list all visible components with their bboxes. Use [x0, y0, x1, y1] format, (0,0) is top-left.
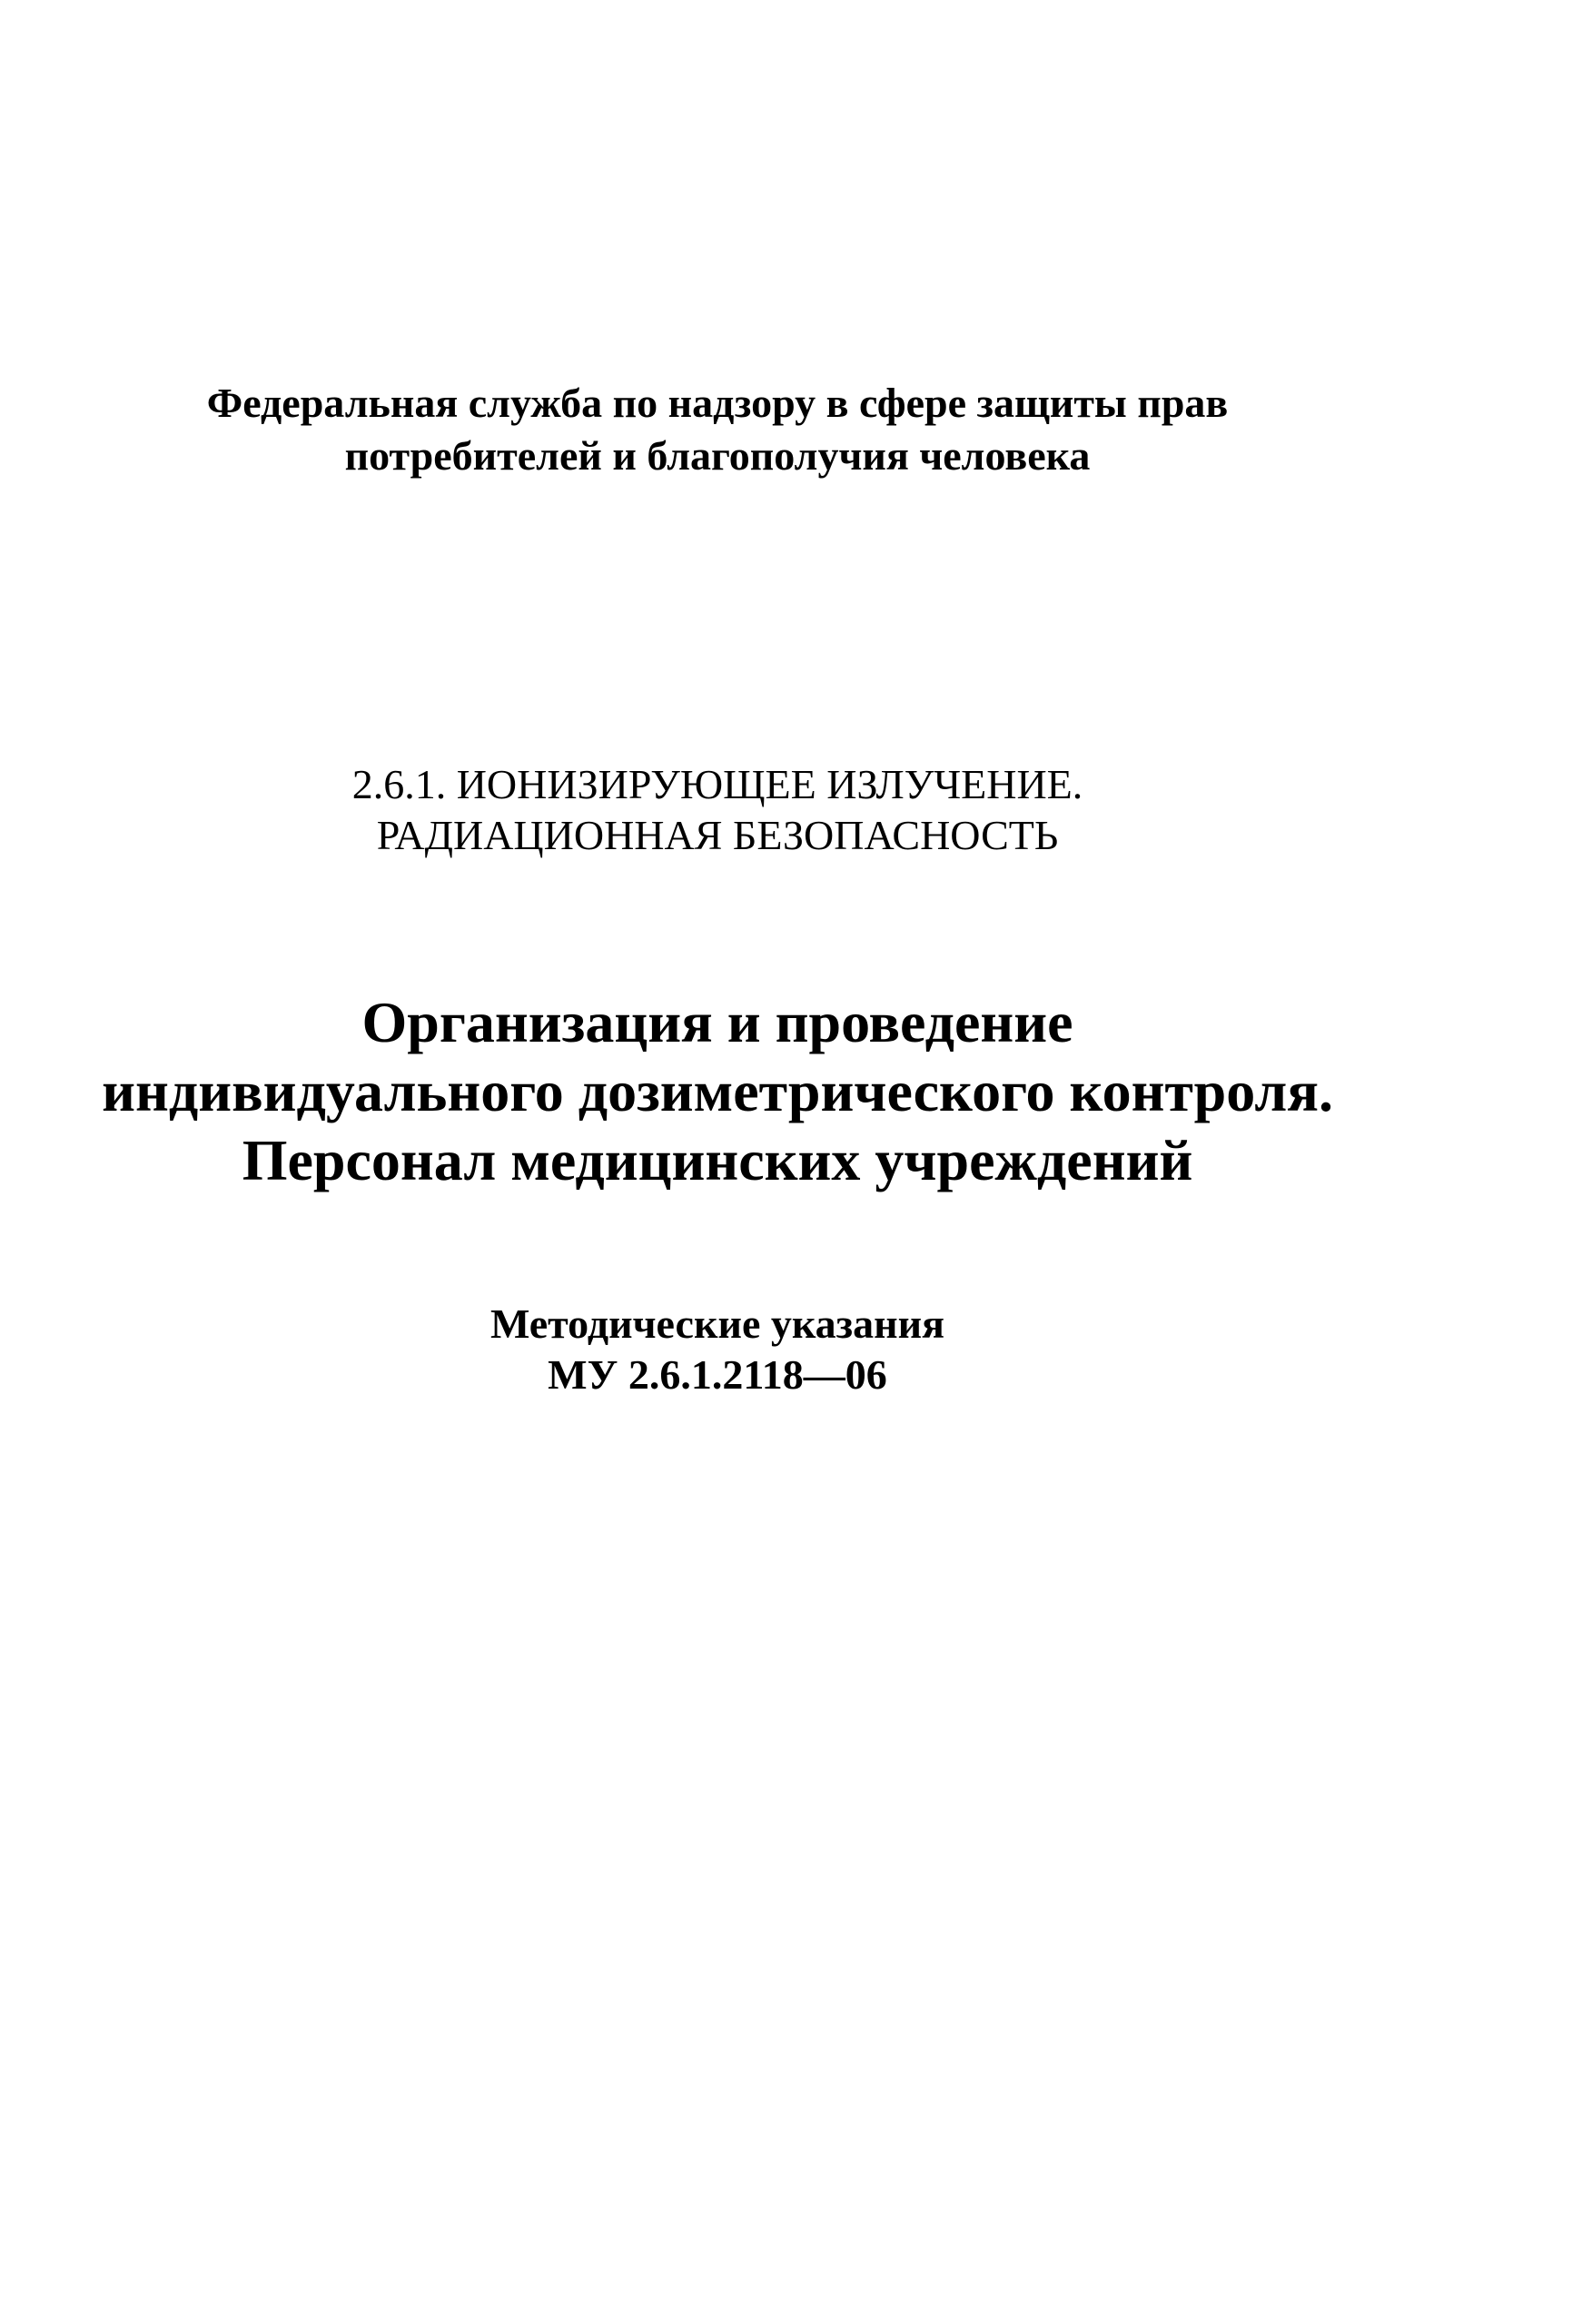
title-line-2: индивидуального дозиметрического контроля. [102, 1059, 1333, 1123]
agency-line-1: Федеральная служба по надзору в сфере защиты прав [206, 380, 1229, 426]
document-type-label: Методические указания [489, 1300, 945, 1347]
document-code: МУ 2.6.1.2118—06 [548, 1351, 887, 1398]
agency-line-2: потребителей и благополучия человека [344, 432, 1091, 479]
section-heading [0, 759, 1435, 861]
section-line-1: 2.6.1. ИОНИЗИРУЮЩЕЕ ИЗЛУЧЕНИЕ. [351, 761, 1083, 807]
title-line-1: Организация и проведение [361, 990, 1073, 1054]
document-type [0, 1299, 1435, 1400]
document-title [0, 988, 1435, 1195]
section-line-2: РАДИАЦИОННАЯ БЕЗОПАСНОСТЬ [376, 812, 1059, 858]
agency-heading [0, 377, 1435, 482]
title-line-3: Персонал медицинских учреждений [242, 1128, 1193, 1192]
